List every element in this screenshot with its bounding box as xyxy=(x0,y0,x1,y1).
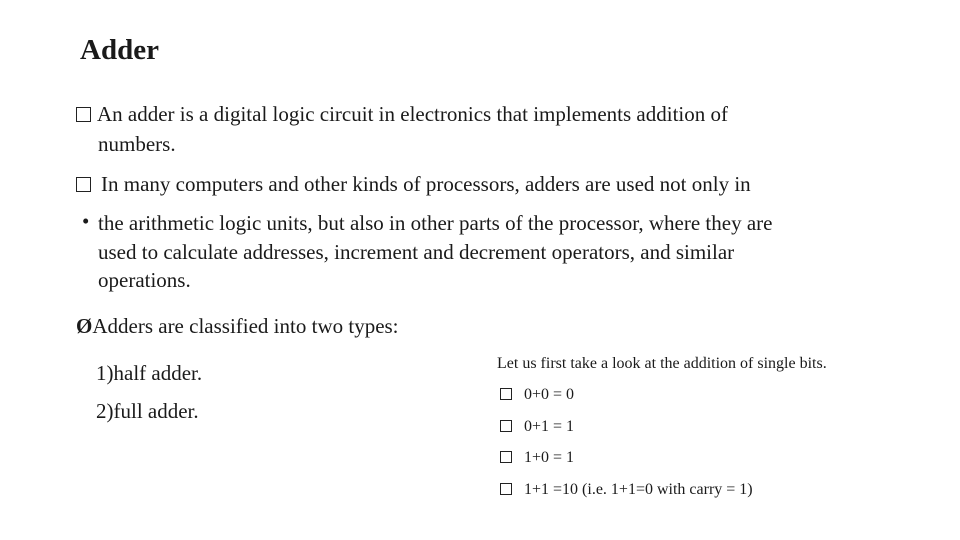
checkbox-bullet-icon xyxy=(76,177,91,192)
checkbox-bullet-icon xyxy=(500,483,512,495)
list-item: 1)half adder. xyxy=(96,361,203,385)
checkbox-bullet-icon xyxy=(76,107,91,122)
paragraph-line: operations. xyxy=(98,268,191,292)
list-item: 1+0 = 1 xyxy=(500,448,574,468)
paragraph-line: An adder is a digital logic circuit in electronics that implements addition of xyxy=(97,102,728,126)
list-item: 0+0 = 0 xyxy=(500,385,574,405)
paragraph-line: In many computers and other kinds of processors, adders are used not only in xyxy=(101,172,751,196)
paragraph-line: numbers. xyxy=(98,132,176,156)
paragraph-line: used to calculate addresses, increment and decrement operators, and similar xyxy=(98,240,735,264)
slide-title: Adder xyxy=(80,34,159,66)
bullet-icon: • xyxy=(82,209,90,233)
single-bits-intro: Let us first take a look at the addition of single bits. xyxy=(497,355,827,372)
types-heading: Adders are classified into two types: xyxy=(92,314,399,338)
checkbox-bullet-icon xyxy=(500,420,512,432)
checkbox-bullet-icon xyxy=(500,451,512,463)
checkbox-bullet-icon xyxy=(500,388,512,400)
arrow-bullet-icon: Ø xyxy=(76,314,93,338)
list-item: 1+1 =10 (i.e. 1+1=0 with carry = 1) xyxy=(500,480,753,500)
paragraph-line: the arithmetic logic units, but also in other parts of the processor, where they are xyxy=(98,211,773,235)
list-item: 0+1 = 1 xyxy=(500,417,574,437)
list-item: 2)full adder. xyxy=(96,399,199,423)
